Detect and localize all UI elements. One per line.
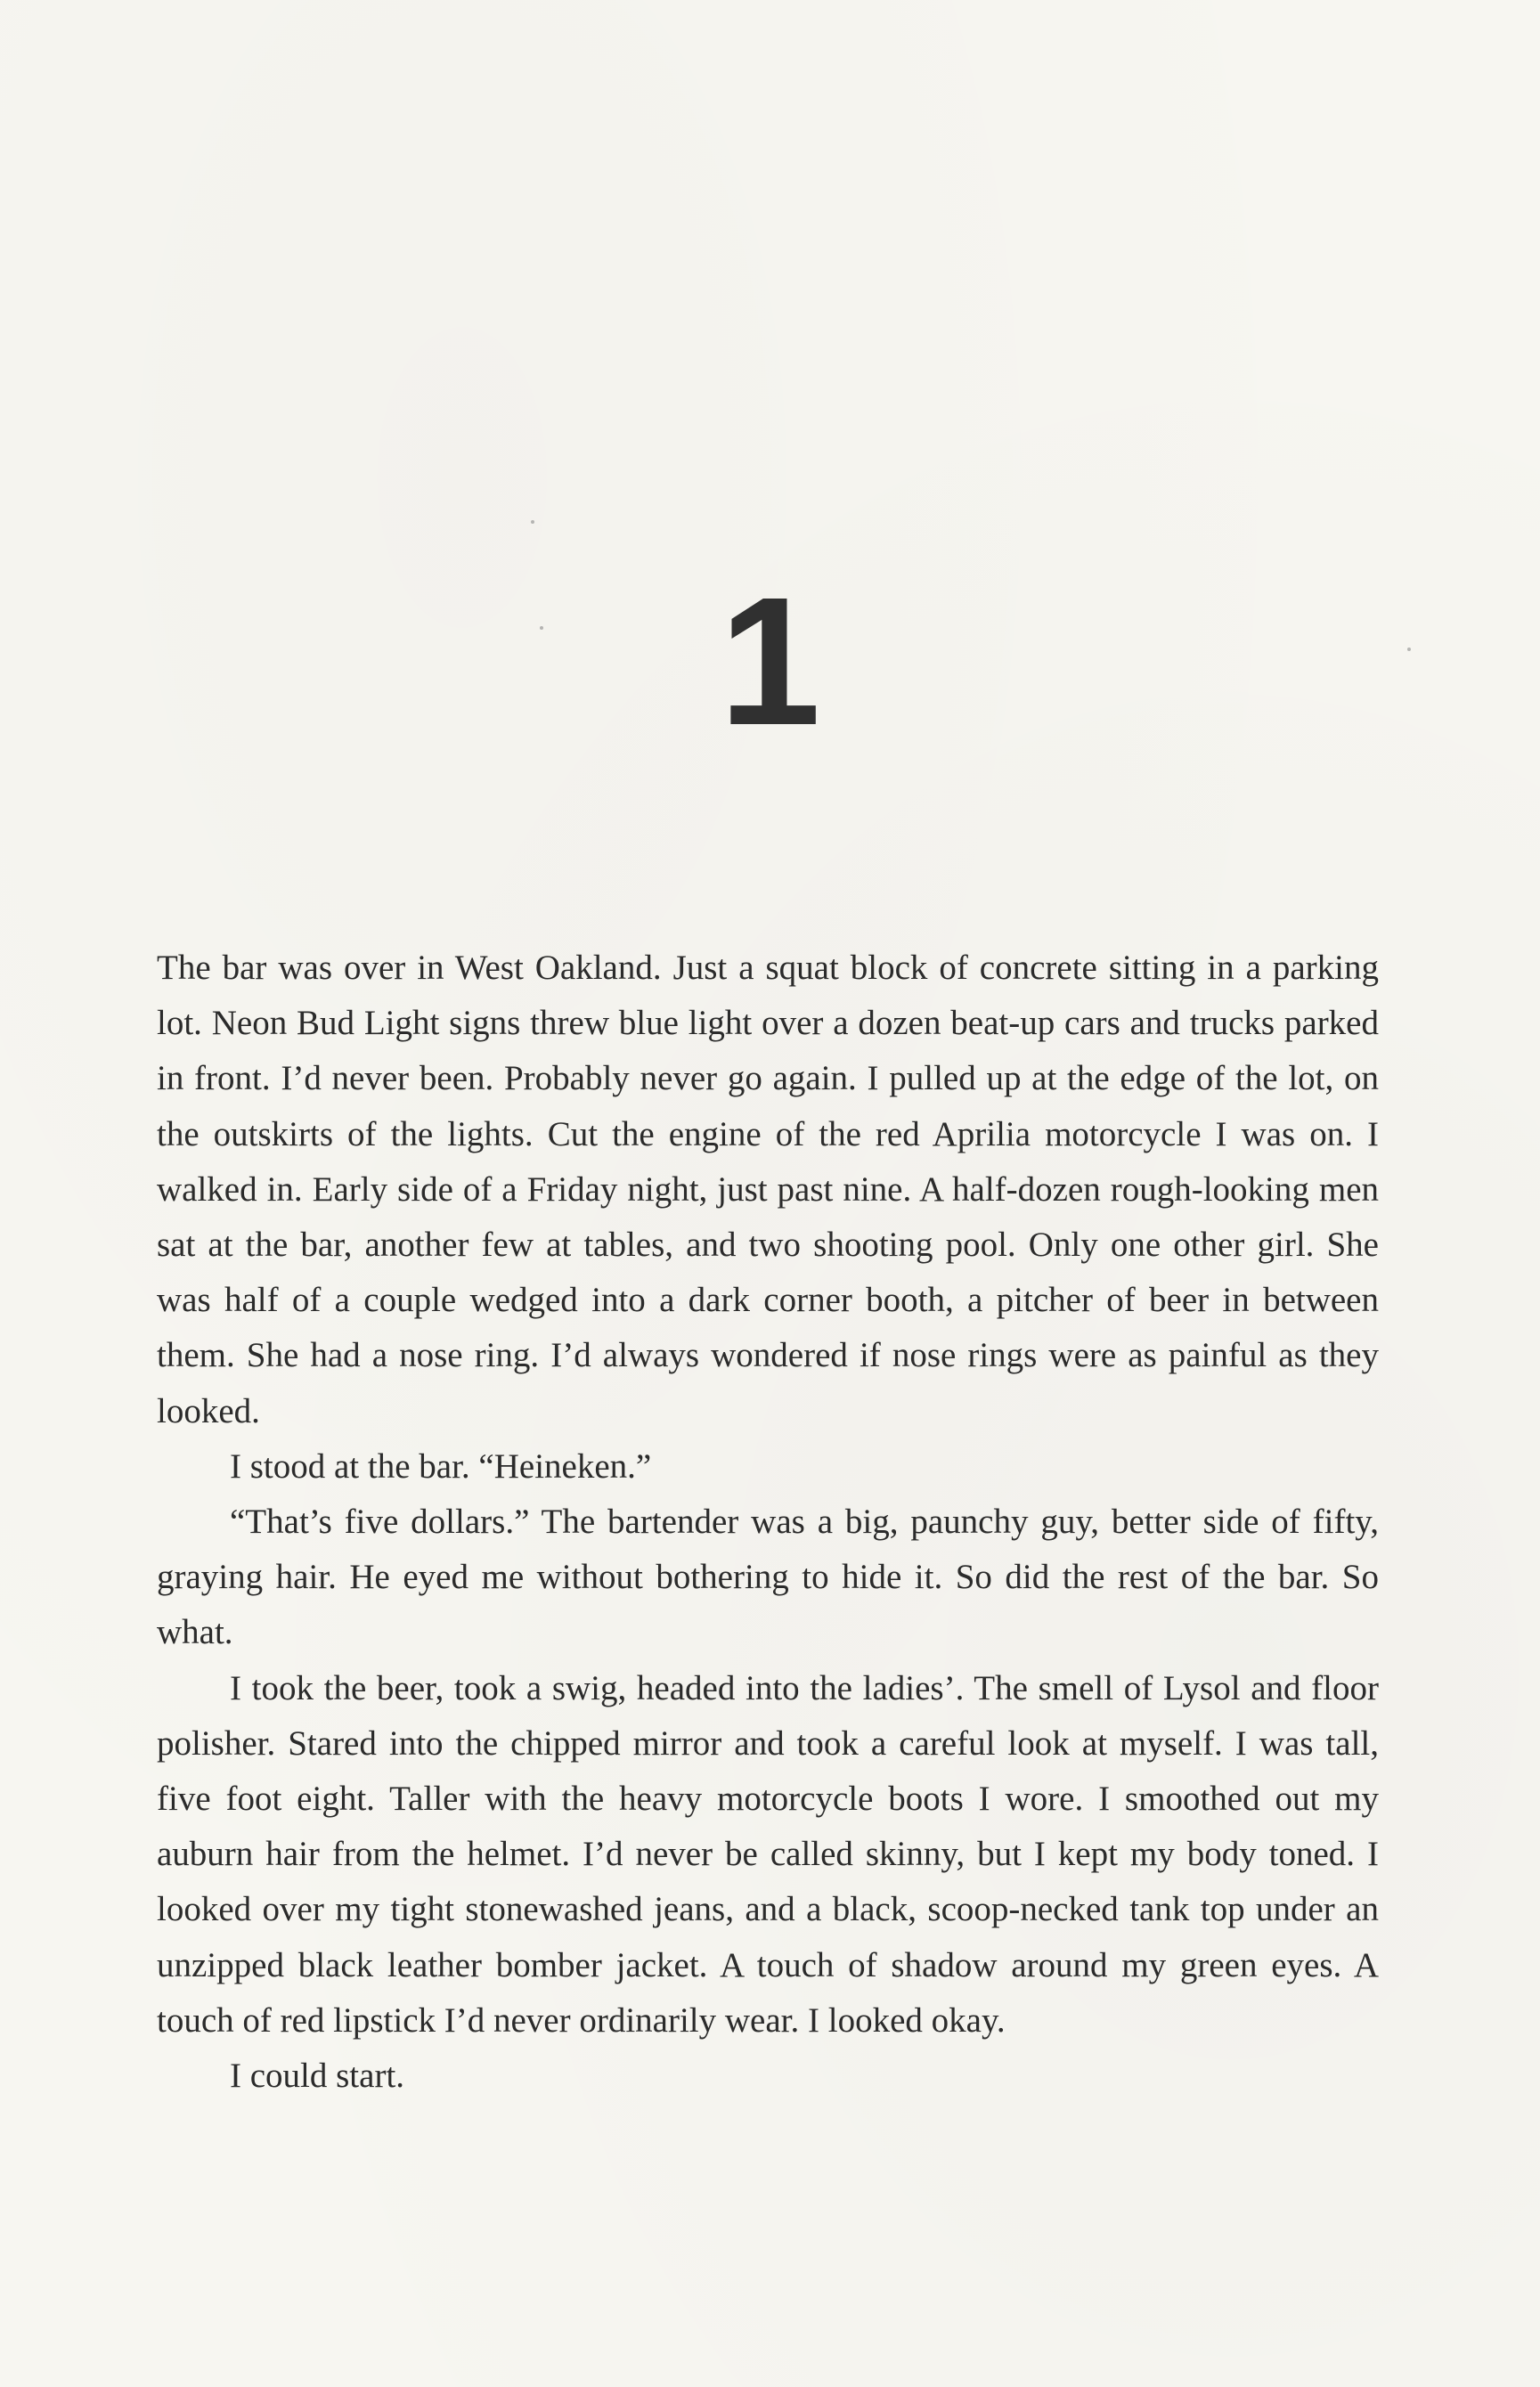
paragraph: I could start. (230, 2057, 405, 2096)
chapter-number: 1 (719, 559, 821, 763)
paragraph: “That’s five dollars.” The bartender was a big, paunchy guy, better side of fifty, graying hair. He eyed me without bothering to hide it. So did the rest of the bar. So what. (157, 1503, 1379, 1652)
chapter-body (157, 941, 1379, 2104)
paragraph: I stood at the bar. “Heineken.” (230, 1446, 652, 1486)
paragraph: The bar was over in West Oakland. Just a squat block of concrete sitting in a parking lot. Neon Bud Light signs threw blue light over a dozen beat-up cars and trucks parked in front. I’d never been. Probably never go again. I pulled up at the edge of the lot, on the outskirts of the lights. Cut the engine of the red Aprilia motorcycle I was on. I walked in. Early side of a Friday night, just past nine. A half-dozen rough-looking men sat at the bar, another few at tables, and two shooting pool. Only one other girl. She was half of a couple wedged into a dark corner booth, a pitcher of beer in between them. She had a nose ring. I’d always wondered if nose rings were as painful as they looked. (157, 949, 1379, 1430)
paragraph: I took the beer, took a swig, headed into the ladies’. The smell of Lysol and floor polisher. Stared into the chipped mirror and took a careful look at myself. I was tall, five foot eight. Taller with the heavy motorcycle boots I wore. I smoothed out my auburn hair from the helmet. I’d never be called skinny, but I kept my body toned. I looked over my tight stonewashed jeans, and a black, scoop-necked tank top under an unzipped black leather bomber jacket. A touch of shadow around my green eyes. A touch of red lipstick I’d never ordinarily wear. I looked okay. (157, 1668, 1379, 2040)
paper-speck (531, 520, 534, 524)
